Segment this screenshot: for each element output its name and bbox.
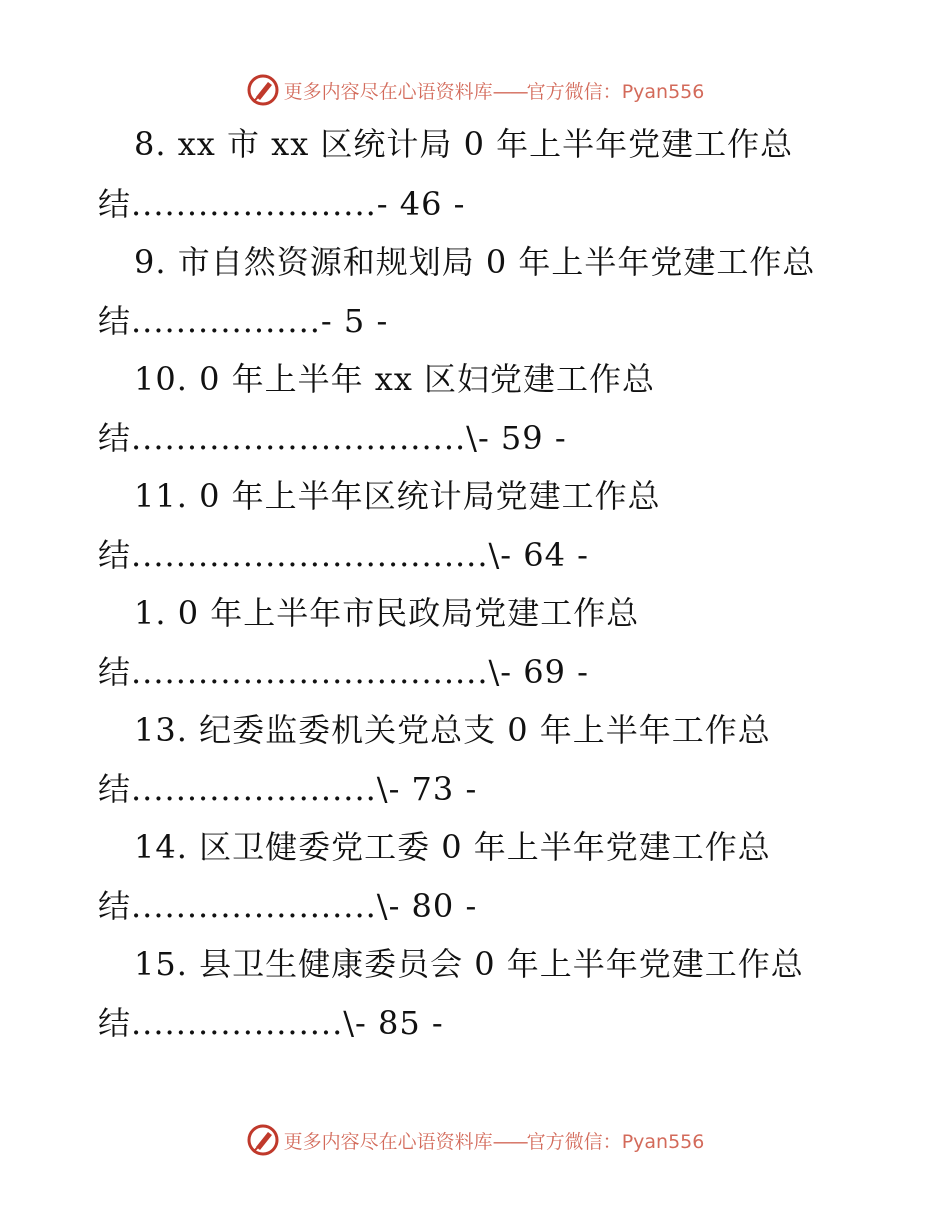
toc-entry-page: 结................................\- 64 - xyxy=(98,536,589,574)
toc-entry-page: 结.................- 5 - xyxy=(98,302,389,340)
toc-entry-title: 8. xx 市 xx 区统计局 0 年上半年党建工作总 xyxy=(134,125,794,163)
header-banner xyxy=(0,70,950,110)
toc-entry-title: 13. 纪委监委机关党总支 0 年上半年工作总 xyxy=(134,711,771,749)
toc-entry-page: 结......................\- 80 - xyxy=(98,887,478,925)
footer-banner xyxy=(0,1120,950,1160)
toc-entry-title: 9. 市自然资源和规划局 0 年上半年党建工作总 xyxy=(134,243,816,281)
toc-entry-title: 1. 0 年上半年市民政局党建工作总 xyxy=(134,594,640,632)
toc-entry-title: 11. 0 年上半年区统计局党建工作总 xyxy=(134,477,661,515)
toc-entry-title: 14. 区卫健委党工委 0 年上半年党建工作总 xyxy=(134,828,771,866)
pen-logo-icon xyxy=(246,1123,280,1157)
toc-entry-title: 10. 0 年上半年 xx 区妇党建工作总 xyxy=(134,360,656,398)
pen-logo-icon xyxy=(246,73,280,107)
toc-entry-page: 结......................\- 73 - xyxy=(98,770,478,808)
toc-entry-page: 结................................\- 69 - xyxy=(98,653,589,691)
toc-entry-page: 结......................- 46 - xyxy=(98,185,466,223)
banner-text: 更多内容尽在心语资料库——官方微信：Pyan556 xyxy=(283,80,705,103)
toc-entry-page: 结..............................\- 59 - xyxy=(98,419,567,457)
banner-text: 更多内容尽在心语资料库——官方微信：Pyan556 xyxy=(283,1130,705,1153)
toc-entry-title: 15. 县卫生健康委员会 0 年上半年党建工作总 xyxy=(134,945,804,983)
toc-entry-page: 结...................\- 85 - xyxy=(98,1004,444,1042)
